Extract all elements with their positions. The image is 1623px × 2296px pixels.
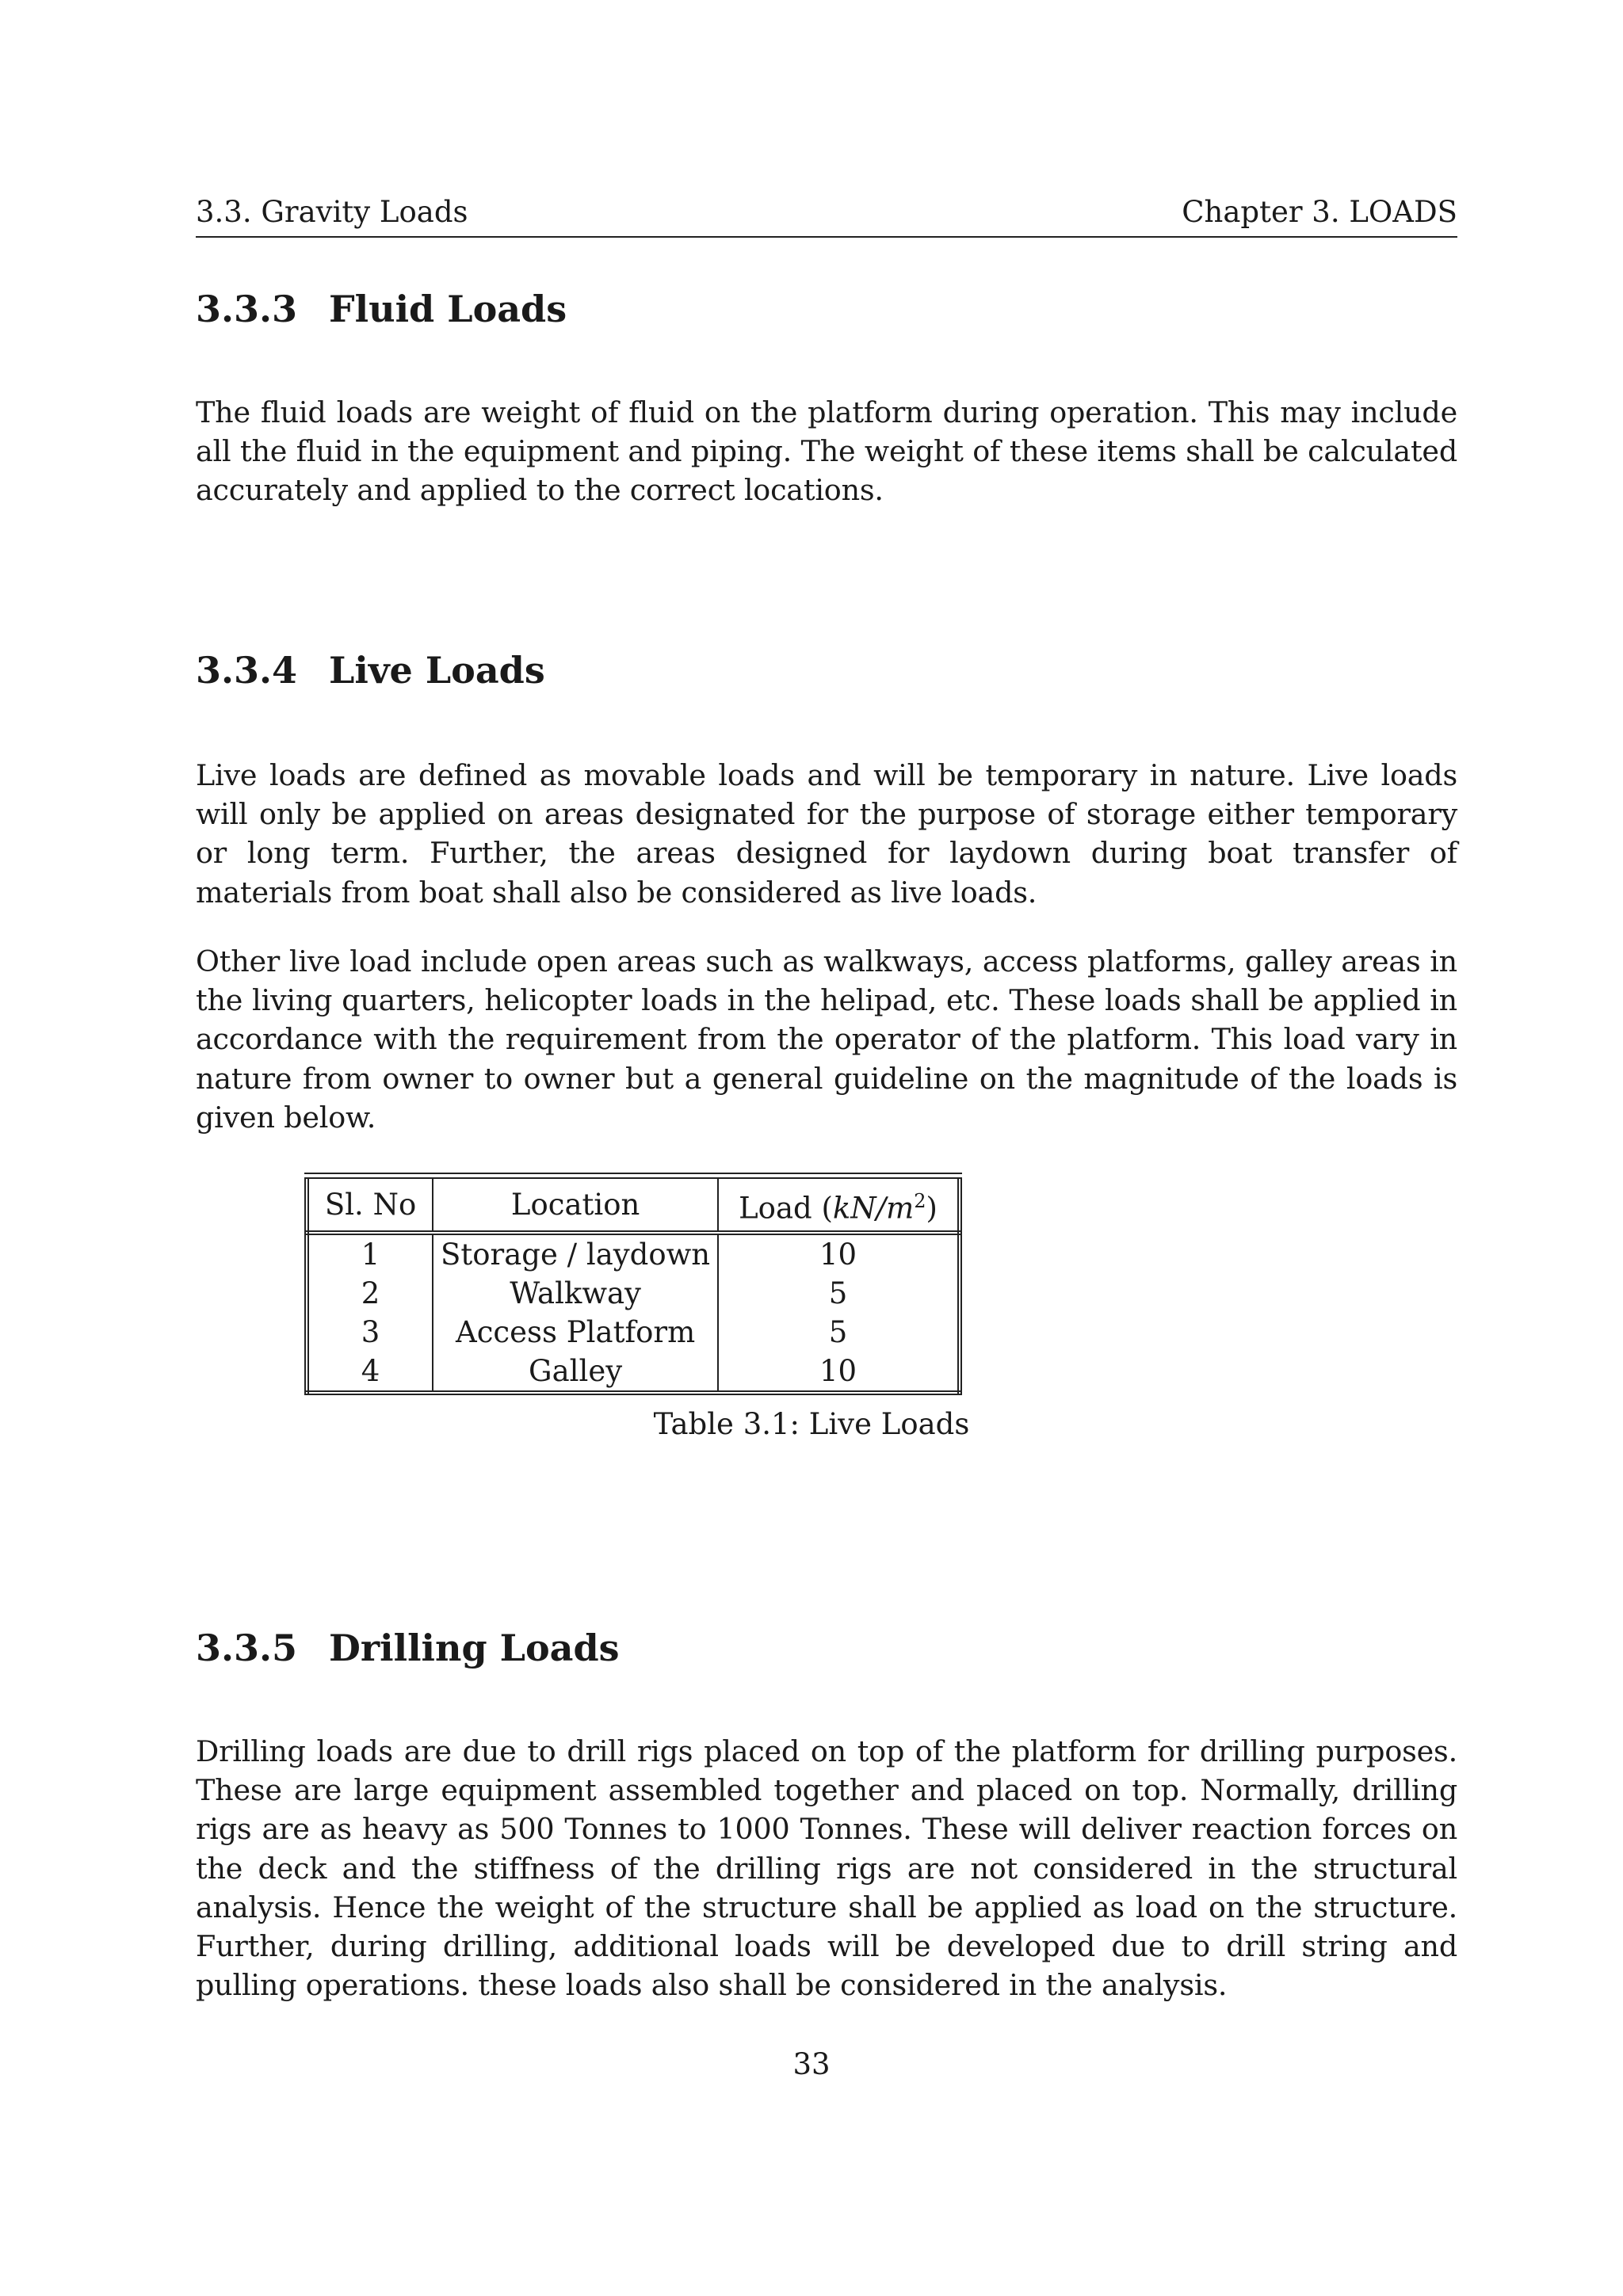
section-heading-live-loads	[196, 648, 545, 692]
table-header-row	[307, 1179, 960, 1233]
cell-sl-no: 3	[307, 1313, 433, 1352]
document-page	[196, 0, 1457, 2296]
cell-load: 10	[718, 1233, 960, 1274]
running-head	[196, 195, 1457, 238]
header-location: Location	[433, 1179, 718, 1233]
section-title: Drilling Loads	[329, 1627, 620, 1669]
cell-sl-no: 4	[307, 1352, 433, 1393]
table-row	[307, 1352, 960, 1393]
header-load	[718, 1179, 960, 1233]
section-number: 3.3.3	[196, 288, 298, 330]
cell-load: 5	[718, 1313, 960, 1352]
header-load-unit: kN/m	[832, 1191, 915, 1226]
cell-location: Galley	[433, 1352, 718, 1393]
table-caption: Table 3.1: Live Loads	[653, 1407, 970, 1441]
section-heading-fluid-loads	[196, 287, 567, 331]
section-heading-drilling-loads	[196, 1626, 620, 1670]
table-row	[307, 1274, 960, 1313]
running-head-section: 3.3. Gravity Loads	[196, 195, 468, 229]
section-title: Fluid Loads	[329, 288, 567, 330]
cell-location: Storage / laydown	[433, 1233, 718, 1274]
table-top-rule	[304, 1173, 962, 1174]
cell-load: 10	[718, 1352, 960, 1393]
header-load-prefix: Load (	[739, 1191, 833, 1226]
cell-location: Access Platform	[433, 1313, 718, 1352]
header-sl-no: Sl. No	[307, 1179, 433, 1233]
running-head-chapter: Chapter 3. LOADS	[1182, 195, 1457, 229]
paragraph: Drilling loads are due to drill rigs placed on top of the platform for drilling purposes. These are large equipment assembled together and placed on top. Normally, drilling rigs are as heavy as 500 Tonnes to 1000 Tonnes. These will deliver reaction forces on the deck and the stiffness of the drilling rigs are not considered in the structural analysis. Hence the weight of the structure shall be applied as load on the structure. Further, during drilling, additional loads will be developed due to drill string and pulling operations. these loads also shall be considered in the analysis.	[196, 1734, 1457, 2003]
section-number: 3.3.5	[196, 1627, 298, 1669]
cell-sl-no: 1	[307, 1233, 433, 1274]
paragraph: Other live load include open areas such as walkways, access platforms, galley areas in the living quarters, helicopter loads in the helipad, etc. These loads shall be applied in accordance with the requirement from the operator of the platform. This load vary in nature from owner to owner but a general guideline on the magnitude of the loads is given below.	[196, 944, 1457, 1135]
live-loads-table	[304, 1173, 962, 1395]
paragraph: The fluid loads are weight of fluid on the platform during operation. This may include all the fluid in the equipment and piping. The weight of these items shall be calculated accurately and applied to the correct locations.	[196, 395, 1457, 508]
cell-sl-no: 2	[307, 1274, 433, 1313]
page-number: 33	[792, 2047, 831, 2081]
section-number: 3.3.4	[196, 649, 298, 692]
table-row	[307, 1233, 960, 1274]
header-load-suffix: )	[926, 1191, 938, 1226]
section-title: Live Loads	[329, 649, 545, 692]
cell-load: 5	[718, 1274, 960, 1313]
table-row	[307, 1313, 960, 1352]
table	[304, 1179, 962, 1395]
cell-location: Walkway	[433, 1274, 718, 1313]
paragraph: Live loads are defined as movable loads and will be temporary in nature. Live loads will only be applied on areas designated for the purpose of storage either temporary or long term. Further, the areas designed for laydown during boat transfer of materials from boat shall also be considered as live loads.	[196, 758, 1457, 910]
header-load-exponent: 2	[914, 1190, 926, 1212]
